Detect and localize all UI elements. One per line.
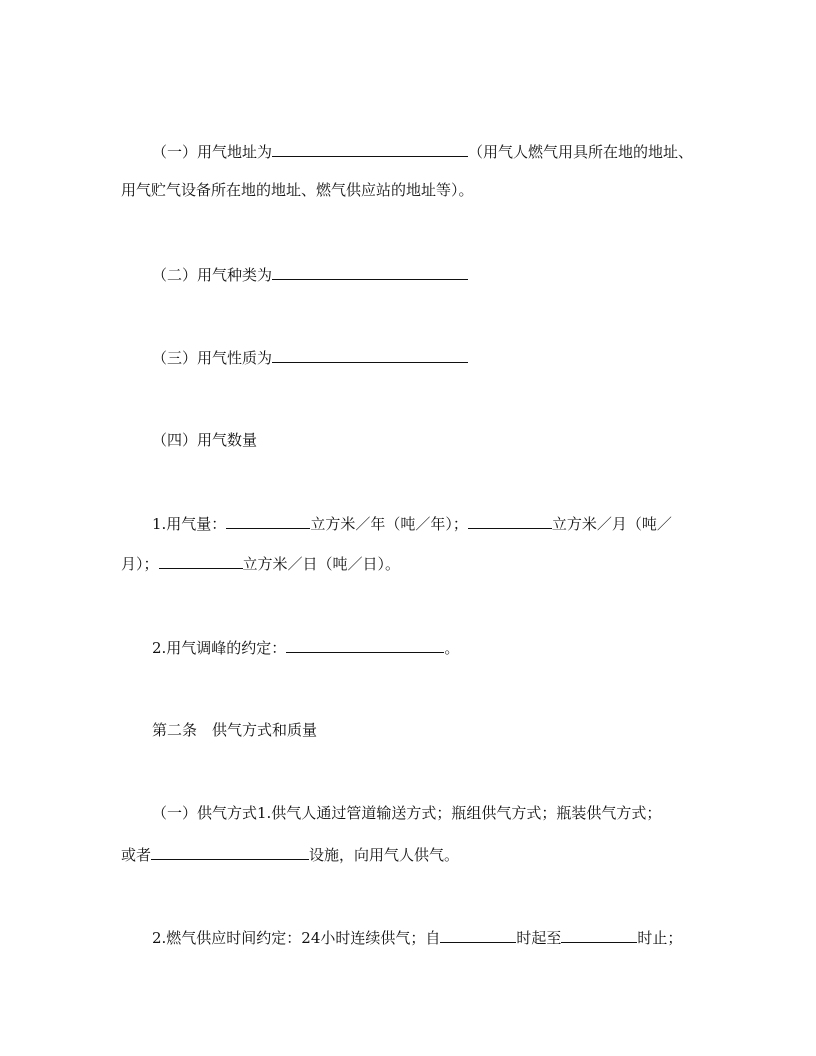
gas-volume-line-1 (152, 513, 672, 534)
gas-volume-line-2 (121, 553, 400, 574)
supply-time-line (152, 927, 682, 948)
supply-method-line-1 (152, 803, 661, 823)
gas-volume-label: 1.用气量： (152, 515, 227, 533)
peak-shaving-label: 2.用气调峰的约定： (152, 639, 287, 657)
address-note: （用气人燃气用具所在地的地址、 (468, 143, 694, 161)
address-blank[interactable] (272, 141, 468, 157)
supply-method-or: 或者 (121, 846, 152, 864)
supply-start-blank[interactable] (440, 927, 516, 943)
peak-shaving-line (152, 637, 459, 658)
monthly-volume-blank[interactable] (468, 513, 552, 529)
yearly-unit: 立方米／年（吨／年）； (310, 515, 468, 533)
supply-end-blank[interactable] (561, 927, 637, 943)
supply-time-label: 2.燃气供应时间约定：24小时连续供气；自 (152, 929, 441, 947)
supply-method-end: 设施，向用气人供气。 (309, 846, 460, 864)
monthly-unit-end: 月）； (121, 555, 159, 573)
address-line-2 (121, 180, 474, 200)
supply-method-line-2 (121, 844, 459, 865)
supply-facility-blank[interactable] (151, 844, 309, 860)
address-note-continued: 用气贮气设备所在地的地址、燃气供应站的地址等）。 (121, 181, 474, 199)
address-line-1 (152, 141, 693, 162)
peak-shaving-blank[interactable] (286, 637, 444, 653)
article-two-heading (152, 720, 317, 740)
peak-shaving-end: 。 (444, 639, 460, 657)
gas-nature-blank[interactable] (272, 347, 468, 363)
gas-nature-line (152, 347, 468, 368)
yearly-volume-blank[interactable] (226, 513, 310, 529)
gas-type-blank[interactable] (272, 264, 468, 280)
gas-type-label: （二）用气种类为 (152, 266, 273, 284)
article-two-heading-text: 第二条 供气方式和质量 (152, 721, 318, 739)
supply-time-end: 时止； (637, 929, 683, 947)
gas-nature-label: （三）用气性质为 (152, 349, 273, 367)
daily-volume-blank[interactable] (159, 553, 243, 569)
supply-method-text: （一）供气方式1.供气人通过管道输送方式；瓶组供气方式；瓶装供气方式； (152, 804, 662, 822)
gas-quantity-heading-text: （四）用气数量 (152, 431, 258, 449)
monthly-unit: 立方米／月（吨／ (551, 515, 672, 533)
daily-unit: 立方米／日（吨／日）。 (242, 555, 401, 573)
address-label: （一）用气地址为 (152, 143, 273, 161)
gas-quantity-heading (152, 430, 257, 450)
supply-time-mid: 时起至 (516, 929, 562, 947)
gas-type-line (152, 264, 468, 285)
